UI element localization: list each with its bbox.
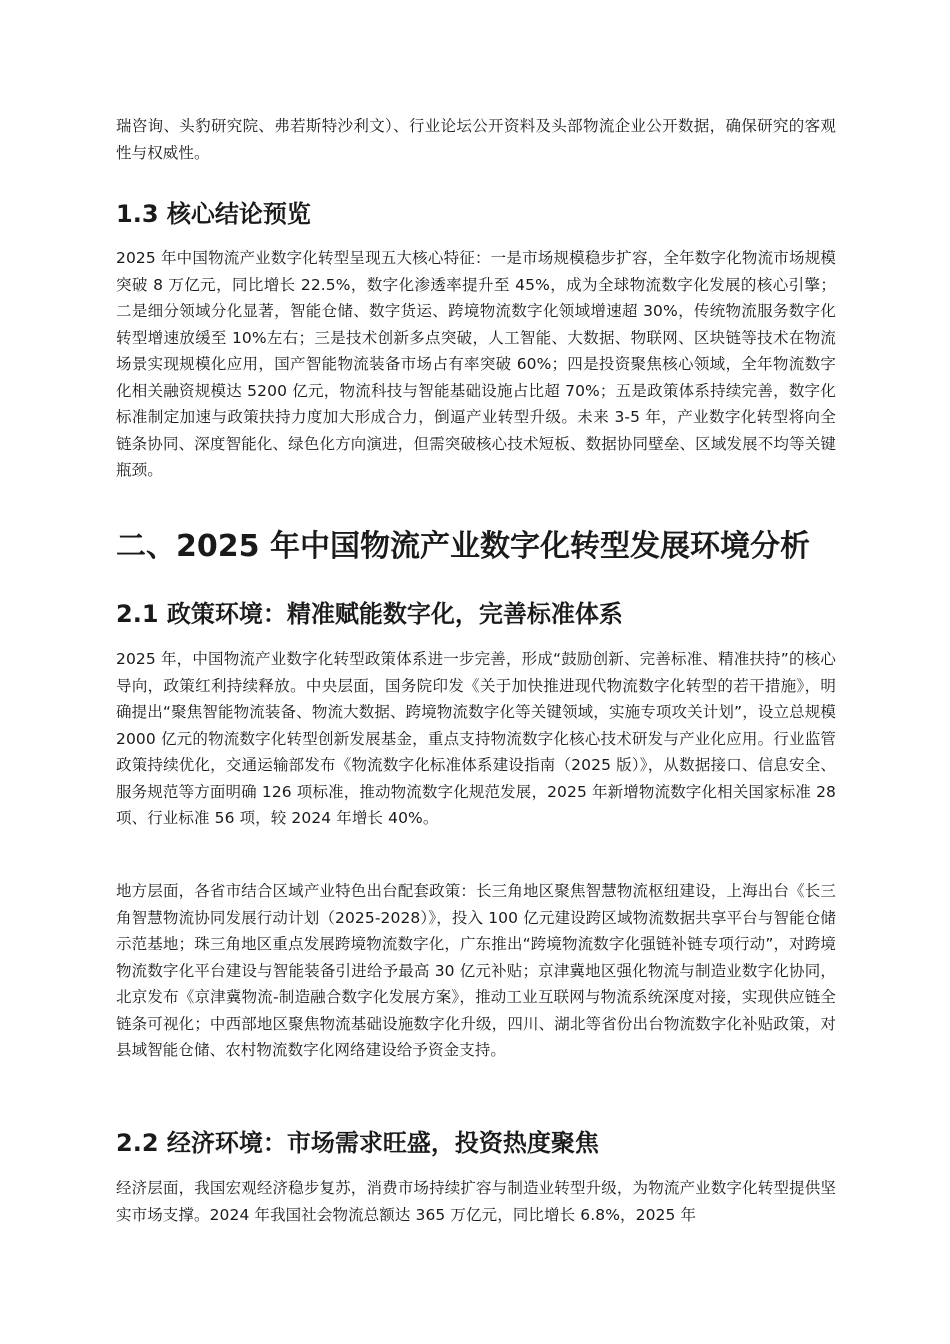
chapter-2-heading: 二、2025 年中国物流产业数字化转型发展环境分析	[116, 529, 810, 564]
section-2-2-heading: 2.2 经济环境：市场需求旺盛，投资热度聚焦	[116, 1129, 599, 1157]
section-2-1-paragraph-1: 2025 年，中国物流产业数字化转型政策体系进一步完善，形成“鼓励创新、完善标准、精准扶持”的核心导向，政策红利持续释放。中央层面，国务院印发《关于加快推进现代物流数字化转型的若干措施》，明确提出“聚焦智能物流装备、物流大数据、跨境物流数字化等关键领域，实施专项攻关计划”，设立总规模 2000 亿元的物流数字化转型创新发展基金，重点支持物流数字化核心技术研发与产业化应用。行业监管政策持续优化，交通运输部发布《物流数字化标准体系建设指南（2025 版）》，从数据接口、信息安全、服务规范等方面明确 126 项标准，推动物流数字化规范发展，2025 年新增物流数字化相关国家标准 28 项、行业标准 56 项，较 2024 年增长 40%。	[116, 650, 836, 827]
section-2-1-heading: 2.1 政策环境：精准赋能数字化，完善标准体系	[116, 600, 623, 628]
intro-paragraph: 瑞咨询、头豹研究院、弗若斯特沙利文）、行业论坛公开资料及头部物流企业公开数据，确保研究的客观性与权威性。	[116, 117, 836, 162]
section-1-3-heading: 1.3 核心结论预览	[116, 200, 311, 228]
section-2-1-paragraph-2: 地方层面，各省市结合区域产业特色出台配套政策：长三角地区聚焦智慧物流枢纽建设，上海出台《长三角智慧物流协同发展行动计划（2025-2028）》，投入 100 亿元建设跨区域物流数据共享平台与智能仓储示范基地；珠三角地区重点发展跨境物流数字化，广东推出“跨境物流数字化强链补链专项行动”，对跨境物流数字化平台建设与智能装备引进给予最高 30 亿元补贴；京津冀地区强化物流与制造业数字化协同，北京发布《京津冀物流-制造融合数字化发展方案》，推动工业互联网与物流系统深度对接，实现供应链全链条可视化；中西部地区聚焦物流基础设施数字化升级，四川、湖北等省份出台物流数字化补贴政策，对县域智能仓储、农村物流数字化网络建设给予资金支持。	[116, 882, 836, 1059]
section-1-3-paragraph: 2025 年中国物流产业数字化转型呈现五大核心特征：一是市场规模稳步扩容，全年数字化物流市场规模突破 8 万亿元，同比增长 22.5%，数字化渗透率提升至 45%，成为全球物流数字化发展的核心引擎；二是细分领域分化显著，智能仓储、数字货运、跨境物流数字化领域增速超 30%，传统物流服务数字化转型增速放缓至 10%左右；三是技术创新多点突破，人工智能、大数据、物联网、区块链等技术在物流场景实现规模化应用，国产智能物流装备市场占有率突破 60%；四是投资聚焦核心领域，全年物流数字化相关融资规模达 5200 亿元，物流科技与智能基础设施占比超 70%；五是政策体系持续完善，数字化标准制定加速与政策扶持力度加大形成合力，倒逼产业转型升级。未来 3-5 年，产业数字化转型将向全链条协同、深度智能化、绿色化方向演进，但需突破核心技术短板、数据协同壁垒、区域发展不均等关键瓶颈。	[116, 249, 836, 479]
section-2-2-paragraph: 经济层面，我国宏观经济稳步复苏，消费市场持续扩容与制造业转型升级，为物流产业数字化转型提供坚实市场支撑。2024 年我国社会物流总额达 365 万亿元，同比增长 6.8%，2025 年	[116, 1179, 836, 1224]
